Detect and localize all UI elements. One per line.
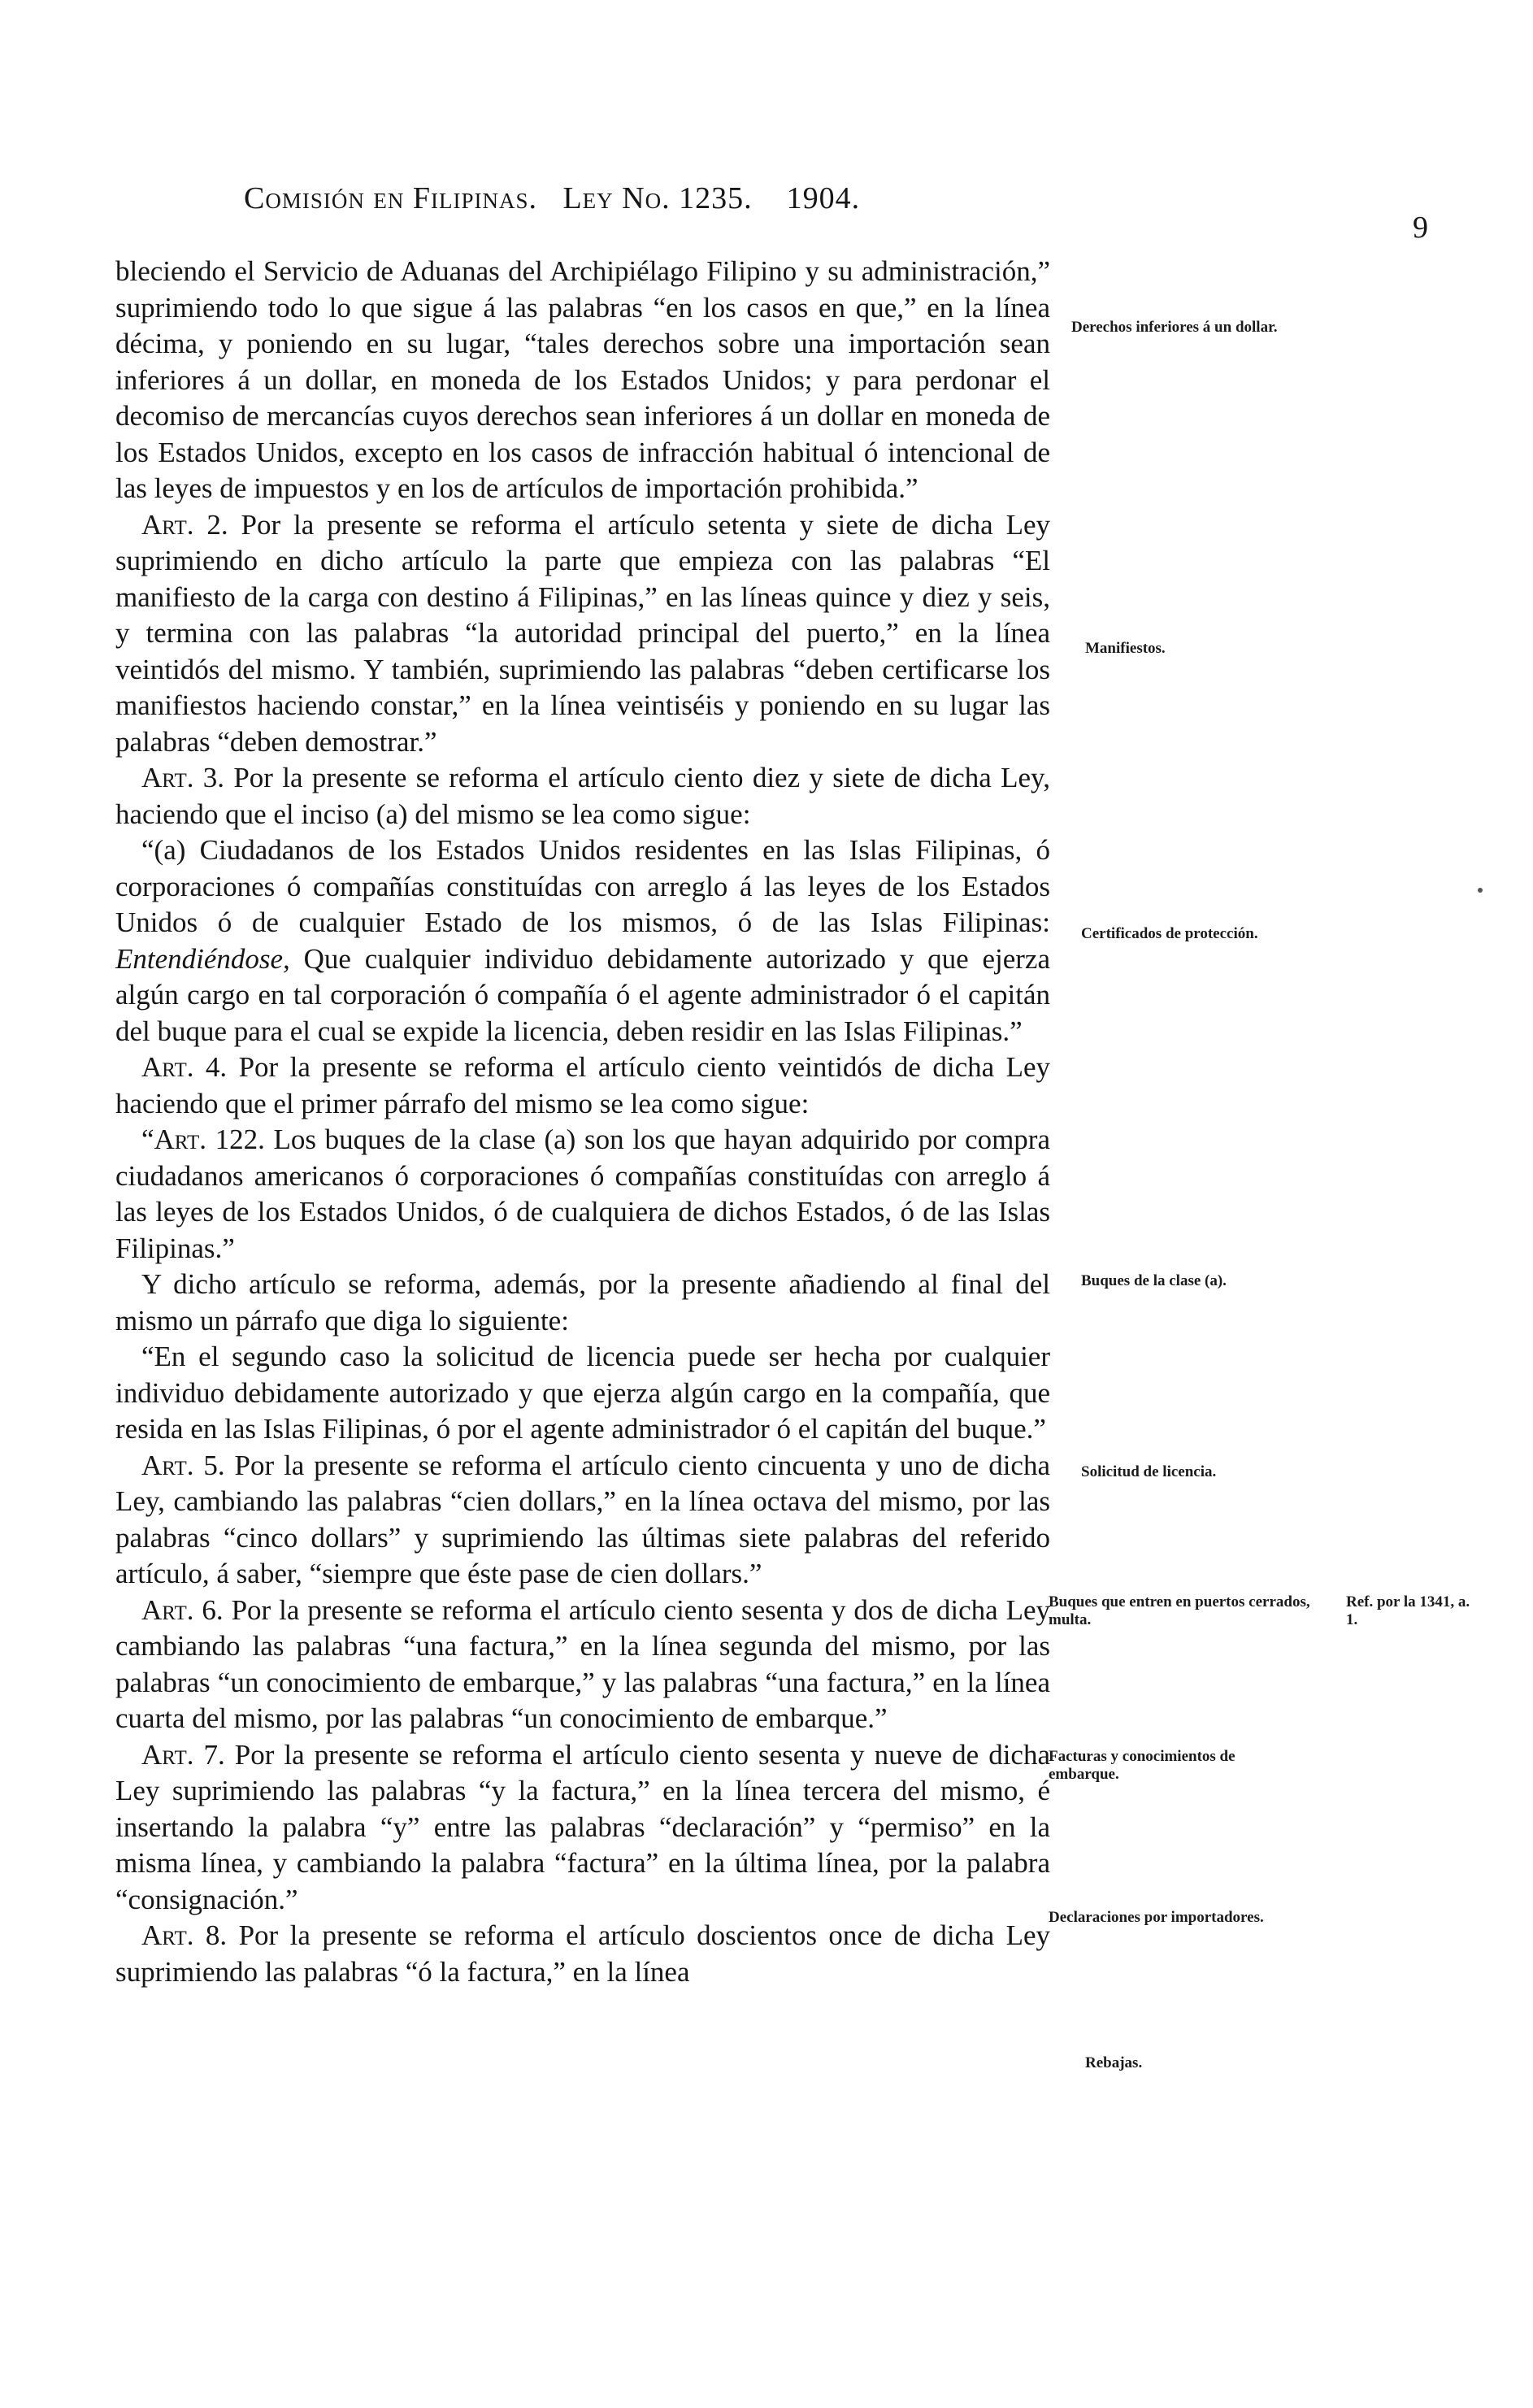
article-3 (115, 760, 1050, 832)
article-4 (115, 1050, 1050, 1122)
quote-text-end: Que cualquier individuo debidamente autorizado y que ejerza algún cargo en tal corporación ó compañía ó el agente administrador ó el capitán del buque para el cual se expide la licencia, deben residir en las Islas Filipinas.” (115, 942, 1050, 1047)
margin-note-manifiestos: Manifiestos. (1085, 640, 1166, 657)
article-label: Art. 6. (141, 1593, 224, 1626)
margin-note-solicitud: Solicitud de licencia. (1081, 1463, 1217, 1480)
article-text: Por la presente se reforma el artículo doscientos once de dicha Ley suprimiendo las palabras “ó la factura,” en la línea (115, 1919, 1050, 1988)
article-label: Art. 3. (141, 762, 225, 793)
running-title: Comisión en Filipinas. (244, 181, 537, 215)
page-number: 9 (1413, 211, 1428, 245)
article-5 (115, 1448, 1050, 1593)
article-label: Art. 7. (141, 1738, 225, 1771)
article-label: Art. 2. (141, 508, 228, 541)
running-head (244, 180, 860, 216)
quoted-article-122 (115, 1122, 1050, 1267)
article-text: Por la presente se reforma el artículo ciento sesenta y nueve de dicha Ley suprimiendo las palabras “y la factura,” en la línea tercera del mismo, é insertando la palabra “y” entre las palabras “declaración” y “permiso” en la misma línea, y cambiando la palabra “factura” en la última línea, por la palabra “consignación.” (115, 1738, 1050, 1915)
quote-text: “(a) Ciudadanos de los Estados Unidos residentes en las Islas Filipinas, ó corporaciones ó compañías constituídas con arreglo á las leyes de los Estados Unidos ó de cualquier Estado de los mismos, ó de las Islas Filipinas: (115, 834, 1050, 938)
article-text: Por la presente se reforma el artículo ciento veintidós de dicha Ley haciendo que el primer párrafo del mismo se lea como sigue: (115, 1051, 1050, 1119)
body-text (115, 254, 1050, 1990)
margin-note-buques-clase-a: Buques de la clase (a). (1081, 1272, 1227, 1289)
article-text: Por la presente se reforma el artículo ciento cincuenta y uno de dicha Ley, cambiando las palabras “cien dollars,” en la línea octava del mismo, por las palabras “cinco dollars” y suprimiendo las últimas siete palabras del referido artículo, á saber, “siempre que éste pase de cien dollars.” (115, 1449, 1050, 1589)
year: 1904. (786, 181, 861, 215)
quoted-clause-a (115, 832, 1050, 1050)
article-7 (115, 1737, 1050, 1919)
article-text: Por la presente se reforma el artículo ciento sesenta y dos de dicha Ley cambiando las palabras “una factura,” en la línea segunda del mismo, por las palabras “un conocimiento de embarque,” y las palabras “una factura,” en la línea cuarta del mismo, por las palabras “un conocimiento de embarque.” (115, 1593, 1050, 1734)
article-text: Los buques de la clase (a) son los que hayan adquirido por compra ciudadanos americanos ó corporaciones ó compañías constituídas con arreglo á las leyes de los Estados Unidos, ó de cualquiera de dichos Estados, ó de las Islas Filipinas.” (115, 1124, 1050, 1264)
margin-note-reference: Ref. por la 1341, a. 1. (1346, 1593, 1470, 1628)
margin-note-buques-puertos: Buques que entren en puertos cerrados, multa. (1049, 1593, 1310, 1628)
margin-note-declaraciones: Declaraciones por importadores. (1049, 1909, 1264, 1926)
article-4-addendum: Y dicho artículo se reforma, además, por la presente añadiendo al final del mismo un párrafo que diga lo siguiente: (115, 1268, 1050, 1337)
article-label: Art. 4. (141, 1051, 228, 1083)
article-label: Art. 5. (141, 1449, 225, 1481)
law-label: Ley No. 1235. (562, 181, 753, 215)
quote-italic: Entendiéndose, (115, 942, 290, 975)
article-text: Por la presente se reforma el artículo ciento diez y siete de dicha Ley, haciendo que el inciso (a) del mismo se lea como sigue: (115, 762, 1050, 830)
margin-note-certificados: Certificados de protección. (1081, 925, 1258, 942)
article-2 (115, 507, 1050, 761)
article-text: Por la presente se reforma el artículo setenta y siete de dicha Ley suprimiendo en dicho artículo la parte que empieza con las palabras “El manifiesto de la carga con destino á Filipinas,” en las líneas quince y diez y seis, y termina con las palabras “la autoridad principal del puerto,” en la línea veintidós del mismo. Y también, suprimiendo las palabras “deben certificarse los manifiestos haciendo constar,” en la línea veintiséis y poniendo en su lugar las palabras “deben demostrar.” (115, 508, 1050, 758)
stray-mark (1478, 888, 1483, 893)
margin-note-derechos: Derechos inferiores á un dollar. (1071, 319, 1278, 336)
article-8 (115, 1918, 1050, 1990)
margin-note-facturas: Facturas y conocimientos de embarque. (1049, 1748, 1236, 1783)
quoted-second-case: “En el segundo caso la solicitud de licencia puede ser hecha por cualquier individuo debidamente autorizado y que ejerza algún cargo en la compañía, que resida en las Islas Filipinas, ó por el agente administrador ó el capitán del buque.” (115, 1341, 1050, 1445)
article-label: “Art. 122. (141, 1124, 265, 1155)
paragraph-continuation: bleciendo el Servicio de Aduanas del Archipiélago Filipino y su administración,” suprimiendo todo lo que sigue á las palabras “en los casos en que,” en la línea décima, y poniendo en su lugar, “tales derechos sobre una importación sean inferiores á un dollar, en moneda de los Estados Unidos; y para perdonar el decomiso de mercancías cuyos derechos sean inferiores á un dollar en moneda de los Estados Unidos, excepto en los casos de infracción habitual ó intencional de las leyes de impuestos y en los de artículos de importación prohibida.” (115, 255, 1050, 504)
article-label: Art. 8. (141, 1919, 228, 1951)
article-6 (115, 1593, 1050, 1737)
margin-note-rebajas: Rebajas. (1085, 2054, 1143, 2071)
